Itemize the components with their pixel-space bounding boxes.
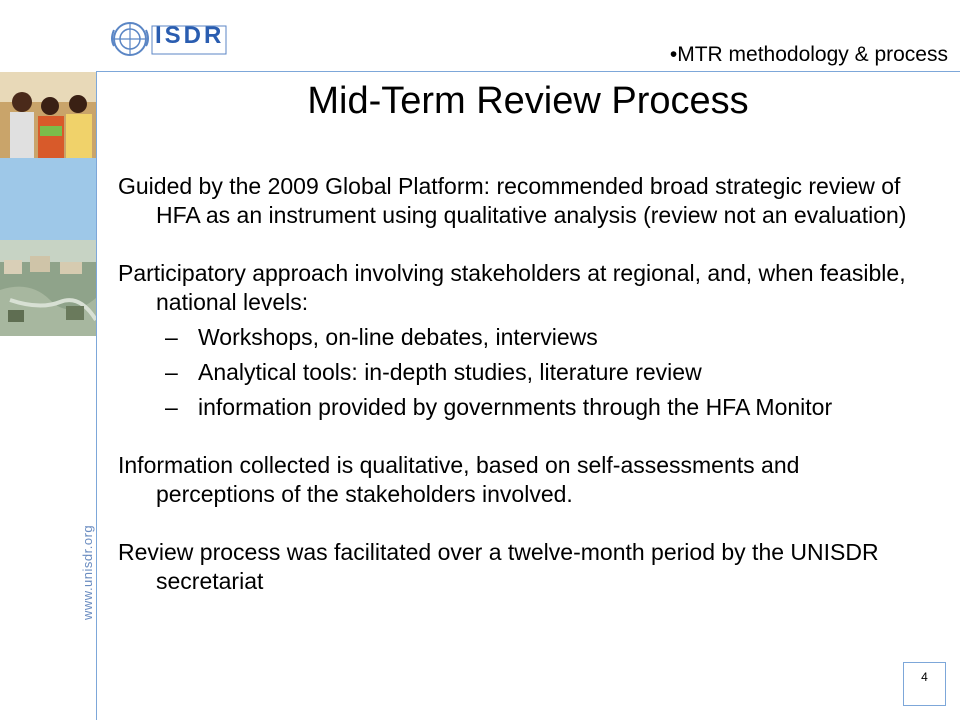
dash-marker: – [165, 324, 178, 350]
sidebar-divider [96, 71, 97, 720]
bullet-paragraph: Guided by the 2009 Global Platform: recommended broad strategic review of HFA as an instrument using qualitative analysis (review not an evaluation) [118, 173, 907, 228]
bullet-paragraph: Participatory approach involving stakeholders at regional, and, when feasible, national levels: [118, 260, 906, 315]
slide-body [118, 172, 918, 596]
isdr-logo-text: ISDR [155, 22, 225, 49]
header-divider [96, 71, 960, 72]
bullet-paragraph: Information collected is qualitative, based on self-assessments and perceptions of the stakeholders involved. [118, 452, 800, 507]
website-url: www.unisdr.org [80, 524, 95, 620]
sub-bullet-text: Workshops, on-line debates, interviews [198, 324, 598, 350]
sub-bullet [118, 393, 918, 422]
dash-marker: – [165, 359, 178, 385]
flood-photo [0, 240, 96, 336]
sub-bullet-text: Analytical tools: in-depth studies, literature review [198, 359, 702, 385]
sidebar-color-band [0, 158, 96, 240]
page-number: 4 [903, 662, 946, 706]
people-photo [0, 72, 96, 158]
dash-marker: – [165, 394, 178, 420]
sub-bullet [118, 358, 918, 387]
sub-bullet [118, 323, 918, 352]
section-tag: •MTR methodology & process [669, 43, 948, 66]
sub-bullet-text: information provided by governments through the HFA Monitor [198, 394, 833, 420]
slide-title: Mid-Term Review Process [307, 80, 749, 122]
bullet-paragraph: Review process was facilitated over a twelve-month period by the UNISDR secretariat [118, 539, 879, 594]
